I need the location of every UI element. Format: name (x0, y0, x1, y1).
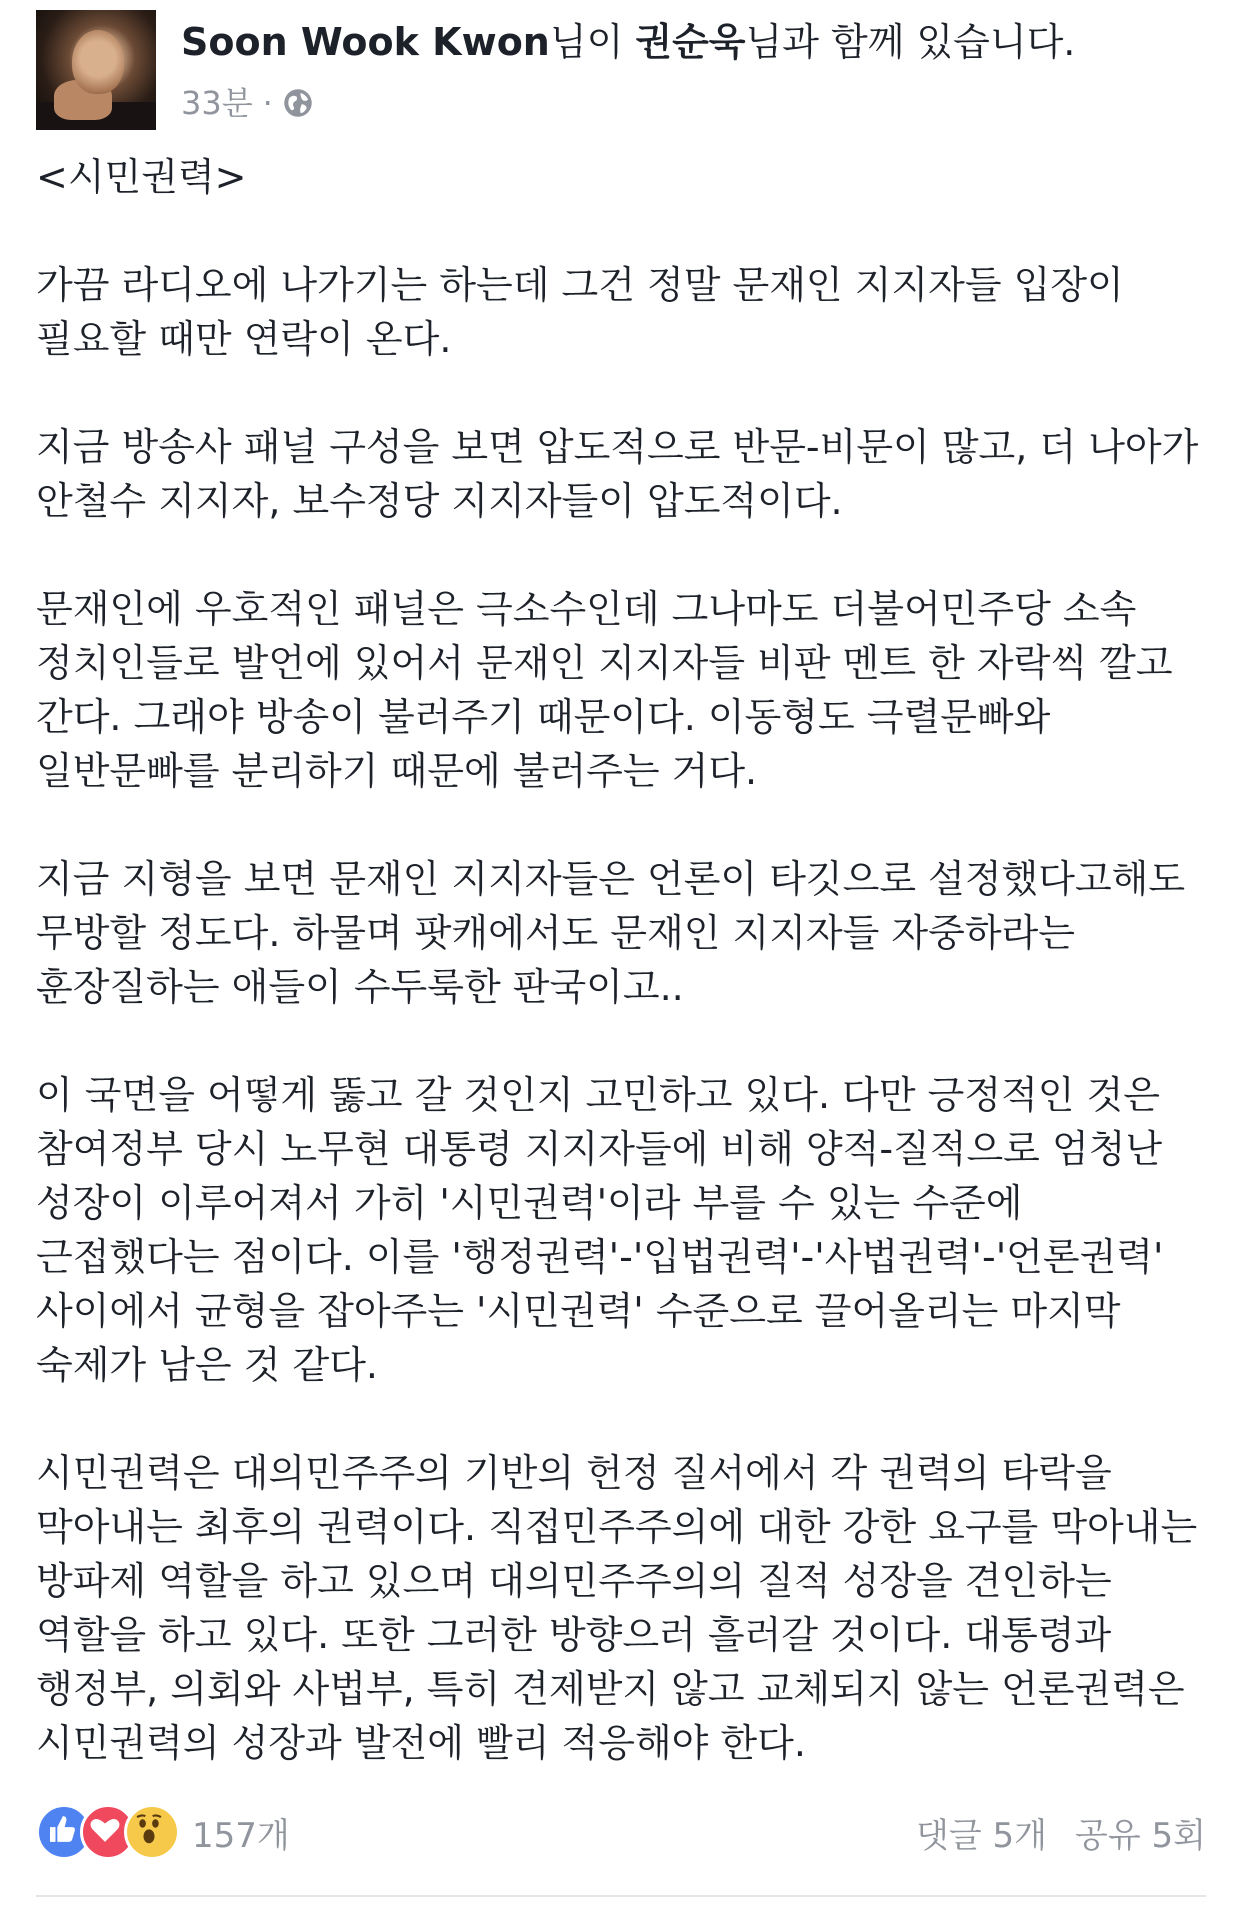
share-count[interactable]: 공유 5회 (1075, 1815, 1206, 1856)
timestamp[interactable]: 33분 (181, 84, 253, 122)
wow-icon (124, 1804, 180, 1860)
reactions-bar (36, 1802, 1206, 1862)
comment-count[interactable]: 댓글 5개 (916, 1815, 1048, 1856)
post-meta (181, 82, 313, 124)
post-header (36, 10, 1206, 130)
reaction-count[interactable]: 157개 (192, 1815, 290, 1856)
divider (36, 1895, 1206, 1897)
reaction-summary[interactable] (36, 1804, 290, 1860)
author-name[interactable]: Soon Wook Kwon (181, 20, 550, 64)
globe-icon[interactable] (283, 88, 313, 118)
meta-separator: · (262, 84, 273, 122)
post-stats (916, 1808, 1206, 1857)
with-text-suffix: 님과 함께 있습니다. (745, 20, 1076, 64)
post-body: <시민권력> 가끔 라디오에 나가기는 하는데 그건 정말 문재인 지지자들 입장이 필요할 때만 연락이 온다. 지금 방송사 패널 구성을 보면 압도적으로 반문-비문이 많고, 더 나아가 안철수 지지자, 보수정당 지지자들이 압도적이다. 문재인에 우호적인 패널은 극소수인데 그나마도 더불어민주당 소속 정치인들로 발언에 있어서 문재인 지지자들 비판 멘트 한 자락씩 깔고 간다. 그래야 방송이 불러주기 때문이다. 이동형도 극렬문빠와 일반문빠를 분리하기 때문에 불러주는 거다. 지금 지형을 보면 문재인 지지자들은 언론이 타깃으로 설정했다고해도 무방할 정도다. 하물며 팟캐에서도 문재인 지지자들 자중하라는 훈장질하는 애들이 수두룩한 판국이고.. 이 국면을 어떻게 뚫고 갈 것인지 고민하고 있다. 다만 긍정적인 것은 참여정부 당시 노무현 대통령 지지자들에 비해 양적-질적으로 엄청난 성장이 이루어져서 가히 '시민권력'이라 부를 수 있는 수준에 근접했다는 점이다. 이를 '행정권력'-'입법권력'-'사법권력'-'언론권력' 사이에서 균형을 잡아주는 '시민권력' 수준으로 끌어올리는 마지막 숙제가 남은 것 같다. 시민권력은 대의민주주의 기반의 헌정 질서에서 각 권력의 타락을 막아내는 최후의 권력이다. 직접민주주의에 대한 강한 요구를 막아내는 방파제 역할을 하고 있으며 대의민주주의의 질적 성장을 견인하는 역할을 하고 있다. 또한 그러한 방향으러 흘러갈 것이다. 대통령과 행정부, 의회와 사법부, 특히 견제받지 않고 교체되지 않는 언론권력은 시민권력의 성장과 발전에 빨리 적응해야 한다. (36, 155, 1199, 1765)
with-text-prefix: 님이 (549, 20, 636, 64)
author-line (181, 18, 1075, 66)
avatar-face (72, 30, 124, 94)
avatar[interactable] (36, 10, 156, 130)
tagged-name[interactable]: 권순욱 (635, 20, 746, 64)
